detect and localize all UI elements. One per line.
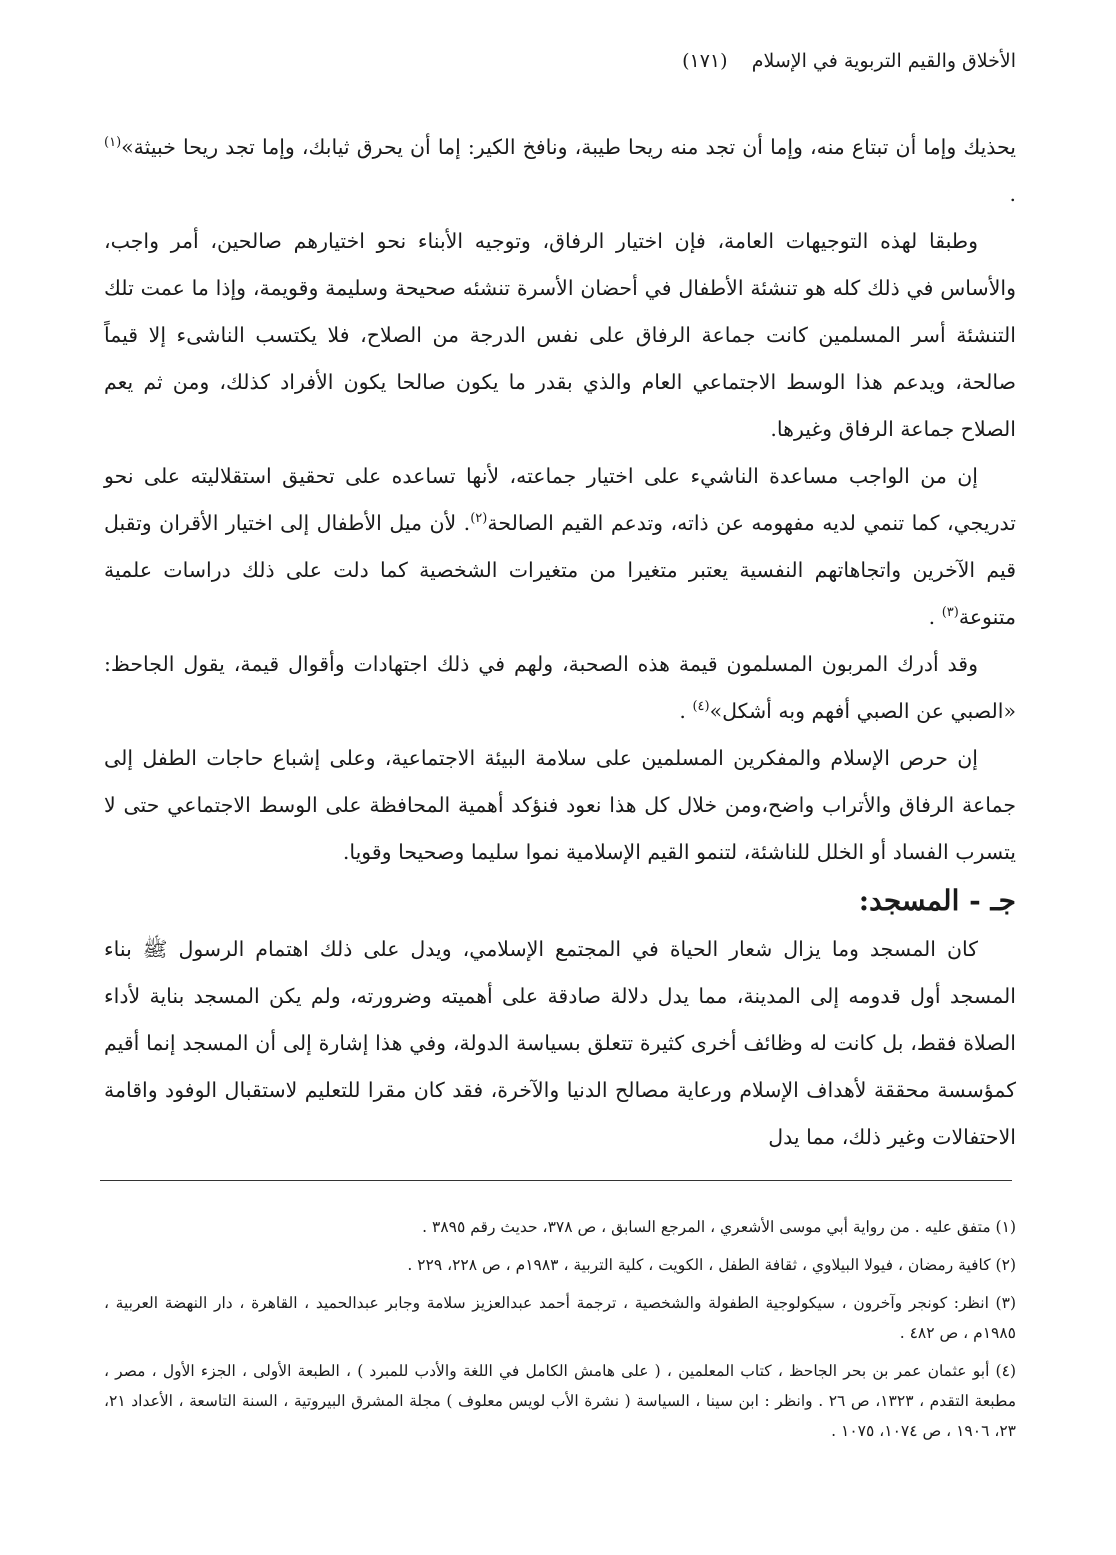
page-number: (١٧١) [682, 50, 728, 72]
paragraph-6: كان المسجد وما يزال شعار الحياة في المجتمع الإسلامي، ويدل على ذلك اهتمام الرسول ﷺ بناء المسجد أول قدومه إلى المدينة، مما يدل دلالة صادقة على أهميته وضرورته، ولم يكن المسجد بناية لأداء الصلاة فقط، بل كانت له وظائف أخرى كثيرة تتعلق بسياسة الدولة، وفي هذا إشارة إلى أن المسجد إنما أقيم كمؤسسة محققة لأهداف الإسلام ورعاية مصالح الدنيا والآخرة، فقد كان مقرا للتعليم لاستقبال الوفود واقامة الاحتفالات وغير ذلك، مما يدل [104, 937, 1016, 1149]
footnote-4: (٤) أبو عثمان عمر بن بحر الجاحظ ، كتاب المعلمين ، ( على هامش الكامل في اللغة والأدب للمبرد ) ، الطبعة الأولى ، الجزء الأول ، مصر ، مطبعة التقدم ، ١٣٢٣، ص ٢٦ . وانظر : ابن سينا ، السياسة ( نشرة الأب لويس معلوف ) مجلة المشرق البيروتية ، السنة التاسعة ، الأعداد ٢١، ٢٣، ١٩٠٦ ، ص ١٠٧٤، ١٠٧٥ . [104, 1362, 1016, 1440]
body-text [104, 124, 1016, 1161]
paragraph-5: إن حرص الإسلام والمفكرين المسلمين على سلامة البيئة الاجتماعية، وعلى إشباع حاجات الطفل إلى جماعة الرفاق والأتراب واضح،ومن خلال كل هذا نعود فنؤكد أهمية المحافظة على الوسط الاجتماعي حتى لا يتسرب الفساد أو الخلل للناشئة، لتنمو القيم الإسلامية نموا سليما وصحيحا وقويا. [104, 746, 1016, 864]
footnote-3: (٣) انظر: كونجر وآخرون ، سيكولوجية الطفولة والشخصية ، ترجمة أحمد عبدالعزيز سلامة وجابر عبدالحميد ، القاهرة ، دار النهضة العربية ، ١٩٨٥م ، ص ٤٨٢ . [104, 1294, 1016, 1342]
footnote-ref-3[interactable]: (٣) [941, 605, 959, 621]
running-title: الأخلاق والقيم التربوية في الإسلام [751, 50, 1016, 72]
footnote-ref-4[interactable]: (٤) [692, 699, 710, 715]
paragraph-3: إن من الواجب مساعدة الناشيء على اختيار جماعته، لأنها تساعده على تحقيق استقلاليته على نحو تدريجي، كما تنمي لديه مفهومه عن ذاته، وتدعم القيم الصالحة$^{(٢)}$. لأن ميل الأطفال إلى اختيار الأقران وتقبل قيم الآخرين واتجاهاتهم النفسية يعتبر متغيرا من متغيرات الشخصية كما دلت على ذلك دراسات علمية متنوعة$^{(٣)}$ . [104, 464, 1016, 629]
footnotes [104, 1212, 1016, 1454]
footnote-ref-1[interactable]: (١) [104, 135, 122, 151]
footnote-2: (٢) كافية رمضان ، فيولا البيلاوي ، ثقافة الطفل ، الكويت ، كلية التربية ، ١٩٨٣م ، ص ٢٢٨، ٢٢٩ . [407, 1256, 1016, 1274]
paragraph-1: يحذيك وإما أن تبتاع منه، وإما أن تجد منه ريحا طيبة، ونافخ الكير: إما أن يحرق ثيابك، وإما تجد ريحا خبيثة»$^{(١)}$ . [104, 135, 1016, 206]
section-heading: جـ - المسجد: [858, 884, 1016, 917]
paragraph-2: وطبقا لهذه التوجيهات العامة، فإن اختيار الرفاق، وتوجيه الأبناء نحو اختيارهم صالحين، أمر واجب، والأساس في ذلك كله هو تنشئة الأطفال في أحضان الأسرة تنشئه صحيحة وسليمة وقويمة، وإذا ما عمت تلك التنشئة أسر المسلمين كانت جماعة الرفاق على نفس الدرجة من الصلاح، فلا يكتسب الناشىء إلا قيماً صالحة، ويدعم هذا الوسط الاجتماعي العام والذي بقدر ما يكون صالحا يكون الأفراد كذلك، ومن ثم يعم الصلاح جماعة الرفاق وغيرها. [104, 229, 1016, 441]
running-header [682, 50, 1016, 72]
paragraph-4: وقد أدرك المربون المسلمون قيمة هذه الصحبة، ولهم في ذلك اجتهادات وأقوال قيمة، يقول الجاحظ: «الصبي عن الصبي أفهم وبه أشكل»$^{(٤)}$ . [104, 652, 1016, 723]
footnote-ref-2[interactable]: (٢) [470, 511, 488, 527]
footnote-divider [100, 1180, 1012, 1181]
footnote-1: (١) متفق عليه . من رواية أبي موسى الأشعري ، المرجع السابق ، ص ٣٧٨، حديث رقم ٣٨٩٥ . [422, 1218, 1016, 1236]
